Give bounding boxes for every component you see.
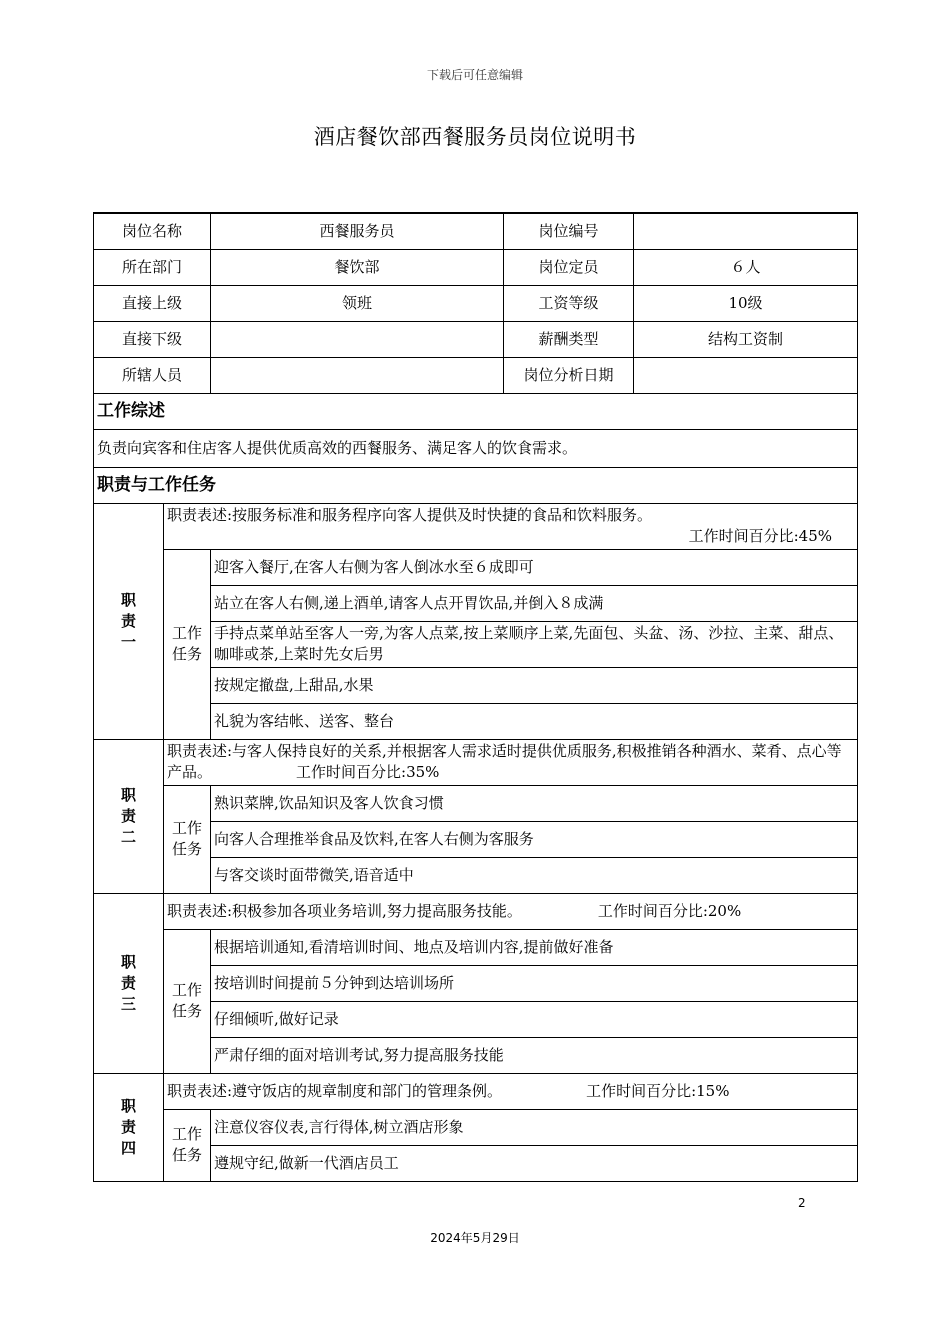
summary-text: 负责向宾客和住店客人提供优质高效的西餐服务、满足客人的饮食需求。 — [94, 429, 858, 467]
task-item: 迎客入餐厅,在客人右侧为客人倒冰水至６成即可 — [211, 549, 858, 585]
duty-statement-text: 职责表述:与客人保持良好的关系,并根据客人需求适时提供优质服务,积极推销各种酒水、菜肴、点心等产品。 — [167, 742, 842, 781]
task-item: 仔细倾听,做好记录 — [211, 1001, 858, 1037]
task-label: 工作 任务 — [164, 785, 211, 893]
task-item: 严肃仔细的面对培训考试,努力提高服务技能 — [211, 1037, 858, 1073]
job-description-table — [93, 212, 858, 1182]
task-item: 按规定撤盘,上甜品,水果 — [211, 667, 858, 703]
header-note: 下载后可任意编辑 — [426, 68, 523, 82]
duty-time-percent: 工作时间百分比:45% — [688, 527, 833, 545]
info-label: 岗位名称 — [94, 213, 211, 249]
duty-statement-text: 职责表述:按服务标准和服务程序向客人提供及时快捷的食品和饮料服务。 — [167, 506, 653, 524]
duty-statement-row — [94, 503, 858, 549]
info-label: 所在部门 — [94, 249, 211, 285]
duty-statement-row — [94, 1073, 858, 1109]
summary-heading: 工作综述 — [94, 393, 858, 429]
task-item: 向客人合理推举食品及饮料,在客人右侧为客服务 — [211, 821, 858, 857]
info-value: 结构工资制 — [634, 321, 858, 357]
task-item: 礼貌为客结帐、送客、整台 — [211, 703, 858, 739]
info-row — [94, 213, 858, 249]
page-number: 2 — [798, 1196, 806, 1210]
info-row — [94, 321, 858, 357]
info-label: 岗位编号 — [504, 213, 634, 249]
duty-statement — [164, 739, 858, 785]
info-row — [94, 249, 858, 285]
task-label: 工作 任务 — [164, 1109, 211, 1181]
task-item: 按培训时间提前５分钟到达培训场所 — [211, 965, 858, 1001]
task-item: 手持点菜单站至客人一旁,为客人点菜,按上菜顺序上菜,先面包、头盆、汤、沙拉、主菜、甜点、咖啡或茶,上菜时先女后男 — [211, 621, 858, 667]
duty-time-percent: 工作时间百分比:35% — [296, 763, 440, 781]
duty-statement-row — [94, 739, 858, 785]
duties-heading: 职责与工作任务 — [94, 467, 858, 503]
duty-statement-row — [94, 893, 858, 929]
duty-statement — [164, 503, 858, 549]
duty-label: 职 责 四 — [94, 1073, 164, 1181]
task-item: 注意仪容仪表,言行得体,树立酒店形象 — [211, 1109, 858, 1145]
duty-statement — [164, 893, 858, 929]
duty-statement-text: 职责表述:遵守饭店的规章制度和部门的管理条例。 — [167, 1081, 503, 1100]
task-item: 根据培训通知,看清培训时间、地点及培训内容,提前做好准备 — [211, 929, 858, 965]
info-label: 直接下级 — [94, 321, 211, 357]
task-row — [94, 929, 858, 965]
info-label: 所辖人员 — [94, 357, 211, 393]
info-label: 直接上级 — [94, 285, 211, 321]
info-value — [211, 321, 504, 357]
info-value: 10级 — [634, 285, 858, 321]
task-item: 站立在客人右侧,递上酒单,请客人点开胃饮品,并倒入８成满 — [211, 585, 858, 621]
info-value — [211, 357, 504, 393]
duty-label: 职 责 一 — [94, 503, 164, 739]
duty-statement — [164, 1073, 858, 1109]
info-row — [94, 285, 858, 321]
duty-label: 职 责 二 — [94, 739, 164, 893]
info-value: ６人 — [634, 249, 858, 285]
footer-date: 2024年5月29日 — [430, 1231, 520, 1245]
task-label: 工作 任务 — [164, 929, 211, 1073]
info-label: 薪酬类型 — [504, 321, 634, 357]
task-row — [94, 785, 858, 821]
duty-time-percent: 工作时间百分比:20% — [597, 901, 742, 920]
document-title: 酒店餐饮部西餐服务员岗位说明书 — [313, 125, 637, 149]
info-row — [94, 357, 858, 393]
task-item: 与客交谈时面带微笑,语音适中 — [211, 857, 858, 893]
info-value: 西餐服务员 — [211, 213, 504, 249]
duty-label: 职 责 三 — [94, 893, 164, 1073]
info-value: 领班 — [211, 285, 504, 321]
task-row — [94, 549, 858, 585]
task-label: 工作 任务 — [164, 549, 211, 739]
info-value — [634, 213, 858, 249]
info-value — [634, 357, 858, 393]
task-row — [94, 1109, 858, 1145]
duty-time-percent: 工作时间百分比:15% — [586, 1081, 730, 1100]
task-item: 遵规守纪,做新一代酒店员工 — [211, 1145, 858, 1181]
task-item: 熟识菜牌,饮品知识及客人饮食习惯 — [211, 785, 858, 821]
duty-statement-text: 职责表述:积极参加各项业务培训,努力提高服务技能。 — [167, 901, 522, 920]
info-label: 工资等级 — [504, 285, 634, 321]
info-label: 岗位分析日期 — [504, 357, 634, 393]
info-label: 岗位定员 — [504, 249, 634, 285]
info-value: 餐饮部 — [211, 249, 504, 285]
